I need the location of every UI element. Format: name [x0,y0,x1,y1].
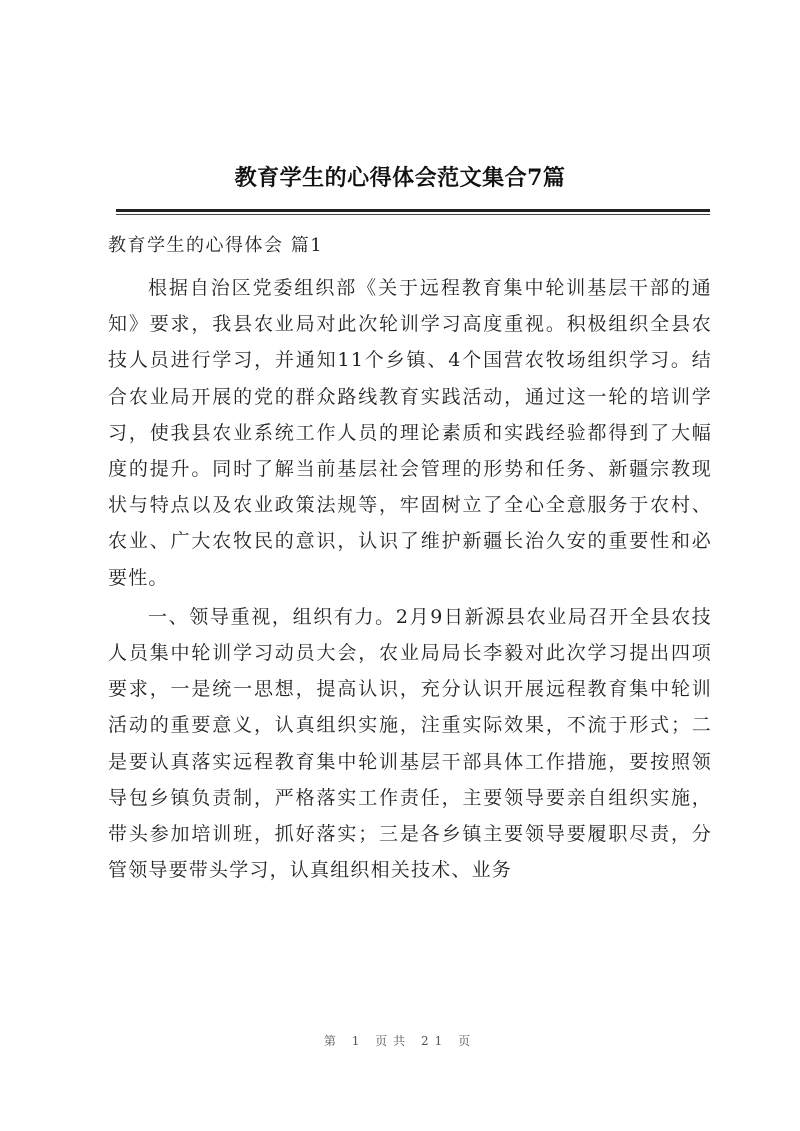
title-divider [116,209,710,212]
document-body [108,270,712,891]
page-number-footer: 第 1 页共 21 页 [323,1034,477,1048]
paragraph-2: 一、领导重视，组织有力。2月9日新源县农业局召开全县农技人员集中轮训学习动员大会，农业局局长李毅对此次学习提出四项要求，一是统一思想，提高认识，充分认识开展远程教育集中轮训活动的重要意义，认真组织实施，注重实际效果，不流于形式；二是要认真落实远程教育集中轮训基层干部具体工作措施，要按照领导包乡镇负责制，严格落实工作责任，主要领导要亲自组织实施，带头参加培训班，抓好落实；三是各乡镇主要领导要履职尽责，分管领导要带头学习，认真组织相关技术、业务 [108,605,712,882]
document-title: 教育学生的心得体会范文集合7篇 [234,165,566,191]
section-heading: 教育学生的心得体会 篇1 [108,235,324,256]
title-divider-thin [116,214,710,215]
paragraph-1: 根据自治区党委组织部《关于远程教育集中轮训基层干部的通知》要求，我县农业局对此次轮训学习高度重视。积极组织全县农技人员进行学习，并通知11个乡镇、4个国营农牧场组织学习。结合农业局开展的党的群众路线教育实践活动，通过这一轮的培训学习，使我县农业系统工作人员的理论素质和实践经验都得到了大幅度的提升。同时了解当前基层社会管理的形势和任务、新疆宗教现状与特点以及农业政策法规等，牢固树立了全心全意服务于农村、农业、广大农牧民的意识，认识了维护新疆长治久安的重要性和必要性。 [108,277,712,589]
